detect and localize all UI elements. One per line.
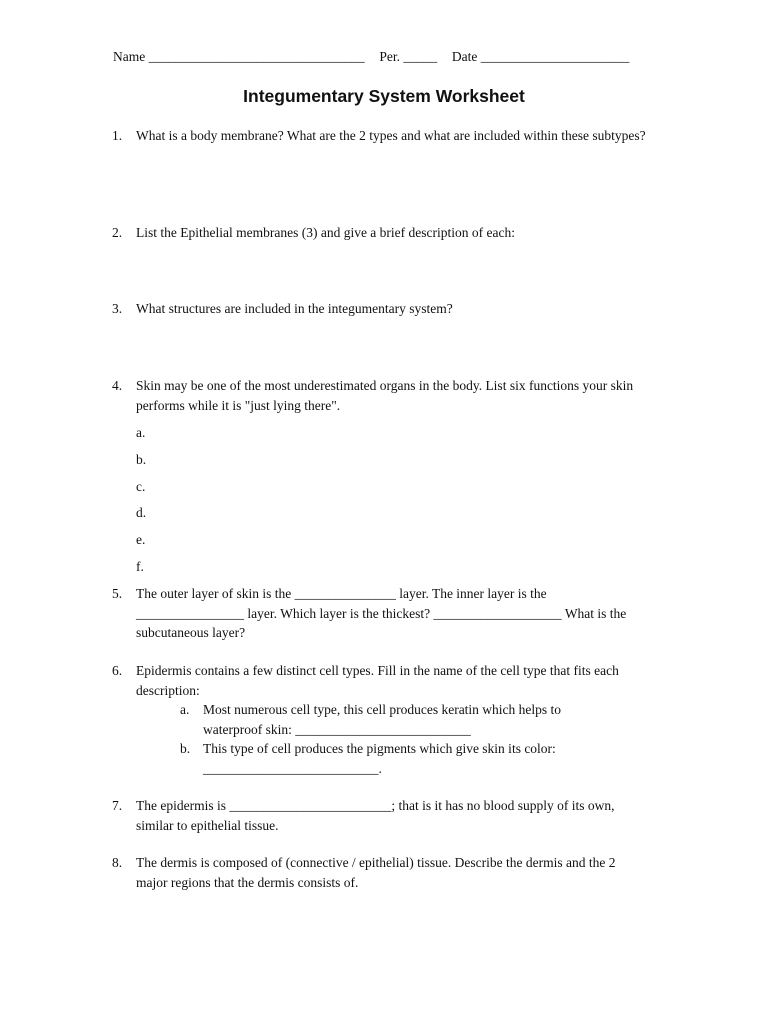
- answer-label-f: f.: [136, 559, 144, 574]
- question-number: 1.: [112, 128, 123, 143]
- question-3: [112, 299, 647, 319]
- question-7: [112, 796, 647, 835]
- question-text: Skin may be one of the most underestimated organs in the body. List six functions your skin performs while it is "just lying there".: [136, 378, 634, 413]
- sub-question-number: a.: [180, 702, 190, 717]
- name-blank: ________________________________: [148, 49, 365, 64]
- question-number: 7.: [112, 798, 123, 813]
- question-text: Epidermis contains a few distinct cell types. Fill in the name of the cell type that fits each description:: [136, 663, 619, 698]
- question-6a: [180, 700, 620, 739]
- answer-label-e: e.: [136, 532, 146, 547]
- sub-question-text: This type of cell produces the pigments which give skin its color: __________________________.: [203, 741, 556, 776]
- question-text: The epidermis is ________________________; that is it has no blood supply of its own, similar to epithelial tissue.: [136, 798, 615, 833]
- question-number: 4.: [112, 378, 123, 393]
- question-text: What structures are included in the integumentary system?: [136, 301, 453, 316]
- question-text: What is a body membrane? What are the 2 types and what are included within these subtypes?: [136, 128, 646, 143]
- question-text: The outer layer of skin is the _______________ layer. The inner layer is the ________________ layer. Which layer is the thickest? ___________________ What is the subcutaneous layer?: [136, 586, 627, 640]
- sub-question-text: Most numerous cell type, this cell produces keratin which helps to waterproof skin: __________________________: [203, 702, 562, 737]
- name-label: Name: [113, 49, 146, 64]
- question-6b: [180, 739, 620, 778]
- question-6: [112, 661, 647, 700]
- worksheet-title: Integumentary System Worksheet: [243, 86, 525, 106]
- question-1: [112, 126, 647, 146]
- period-label: Per.: [379, 49, 400, 64]
- question-number: 5.: [112, 586, 123, 601]
- answer-label-d: d.: [136, 505, 147, 520]
- period-blank: _____: [403, 49, 438, 64]
- question-4: [112, 376, 647, 415]
- date-label: Date: [451, 49, 478, 64]
- question-5: [112, 584, 647, 643]
- question-2: [112, 223, 647, 243]
- question-8: [112, 853, 647, 892]
- date-blank: ______________________: [480, 49, 630, 64]
- answer-label-c: c.: [136, 479, 146, 494]
- sub-question-number: b.: [180, 741, 191, 756]
- student-info-line: [113, 47, 656, 67]
- answer-label-b: b.: [136, 452, 147, 467]
- answer-label-a: a.: [136, 425, 146, 440]
- question-number: 8.: [112, 855, 123, 870]
- question-text: List the Epithelial membranes (3) and give a brief description of each:: [136, 225, 515, 240]
- question-number: 6.: [112, 663, 123, 678]
- question-number: 2.: [112, 225, 123, 240]
- question-number: 3.: [112, 301, 123, 316]
- question-text: The dermis is composed of (connective / epithelial) tissue. Describe the dermis and the 2 major regions that the dermis consists of.: [136, 855, 616, 890]
